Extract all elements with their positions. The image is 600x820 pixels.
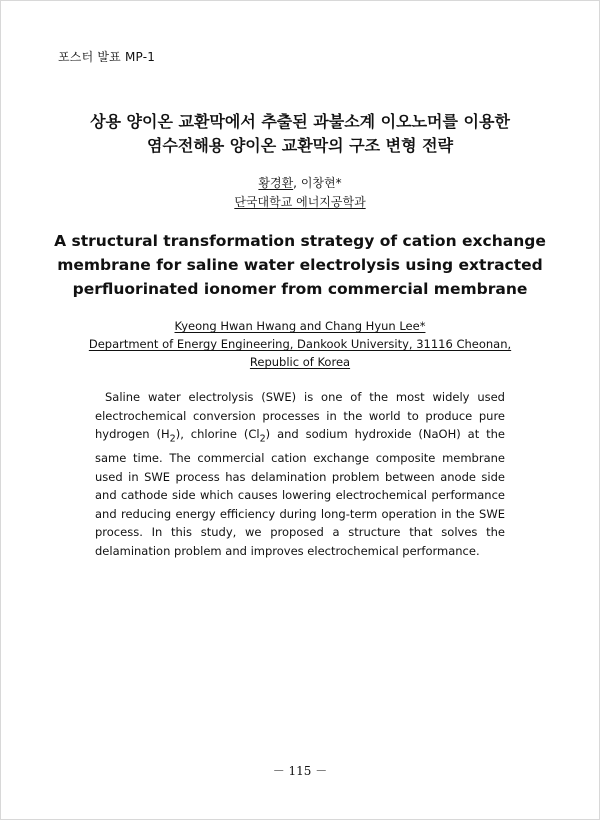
english-title xyxy=(0,229,600,301)
abstract xyxy=(95,388,505,561)
abstract-text-3: ) and sodium hydroxide (NaOH) at the same time. The commercial cation exchange composite membrane used in SWE process has delamination problem between anode side and cathode side which causes lowering electrochemical performance and reducing energy efficiency during long-term operation in the SWE process. In this study, we proposed a structure that solves the delamination problem and improves electrochemical performance. xyxy=(95,427,506,559)
korean-affiliation: 단국대학교 에너지공학과 xyxy=(234,195,366,209)
author-separator: , xyxy=(293,176,301,190)
abstract-text-1: Saline water electrolysis (SWE) is one of the most widely used electrochemical conversion processes in the world to produce pure hydrogen (H xyxy=(95,390,505,442)
english-author-names: Kyeong Hwan Hwang and Chang Hyun Lee* xyxy=(174,319,426,333)
english-authors xyxy=(0,317,600,371)
english-affiliation-line-1: Department of Energy Engineering, Dankook University, 31116 Cheonan, xyxy=(88,337,512,351)
abstract-paragraph xyxy=(95,388,505,561)
page-number: － 115 － xyxy=(272,764,328,778)
english-title-line-1: A structural transformation strategy of cation exchange xyxy=(54,232,546,250)
korean-author-1: 황경환 xyxy=(258,176,294,190)
cl2-subscript: 2 xyxy=(259,433,266,445)
korean-title xyxy=(0,110,600,158)
session-label: 포스터 발표 MP-1 xyxy=(58,50,156,64)
korean-title-line-2: 염수전해용 양이온 교환막의 구조 변형 전략 xyxy=(146,136,454,155)
abstract-text-2: ), chlorine (Cl xyxy=(175,427,260,442)
h2-subscript: 2 xyxy=(169,433,176,445)
english-title-line-3: perfluorinated ionomer from commercial membrane xyxy=(72,280,528,298)
korean-title-line-1: 상용 양이온 교환막에서 추출된 과불소계 이오노머를 이용한 xyxy=(90,112,510,131)
korean-authors xyxy=(0,174,600,212)
english-affiliation-line-2: Republic of Korea xyxy=(249,355,351,369)
english-title-line-2: membrane for saline water electrolysis using extracted xyxy=(57,256,543,274)
korean-author-2: 이창현* xyxy=(300,176,342,190)
korean-author-names xyxy=(0,174,600,193)
